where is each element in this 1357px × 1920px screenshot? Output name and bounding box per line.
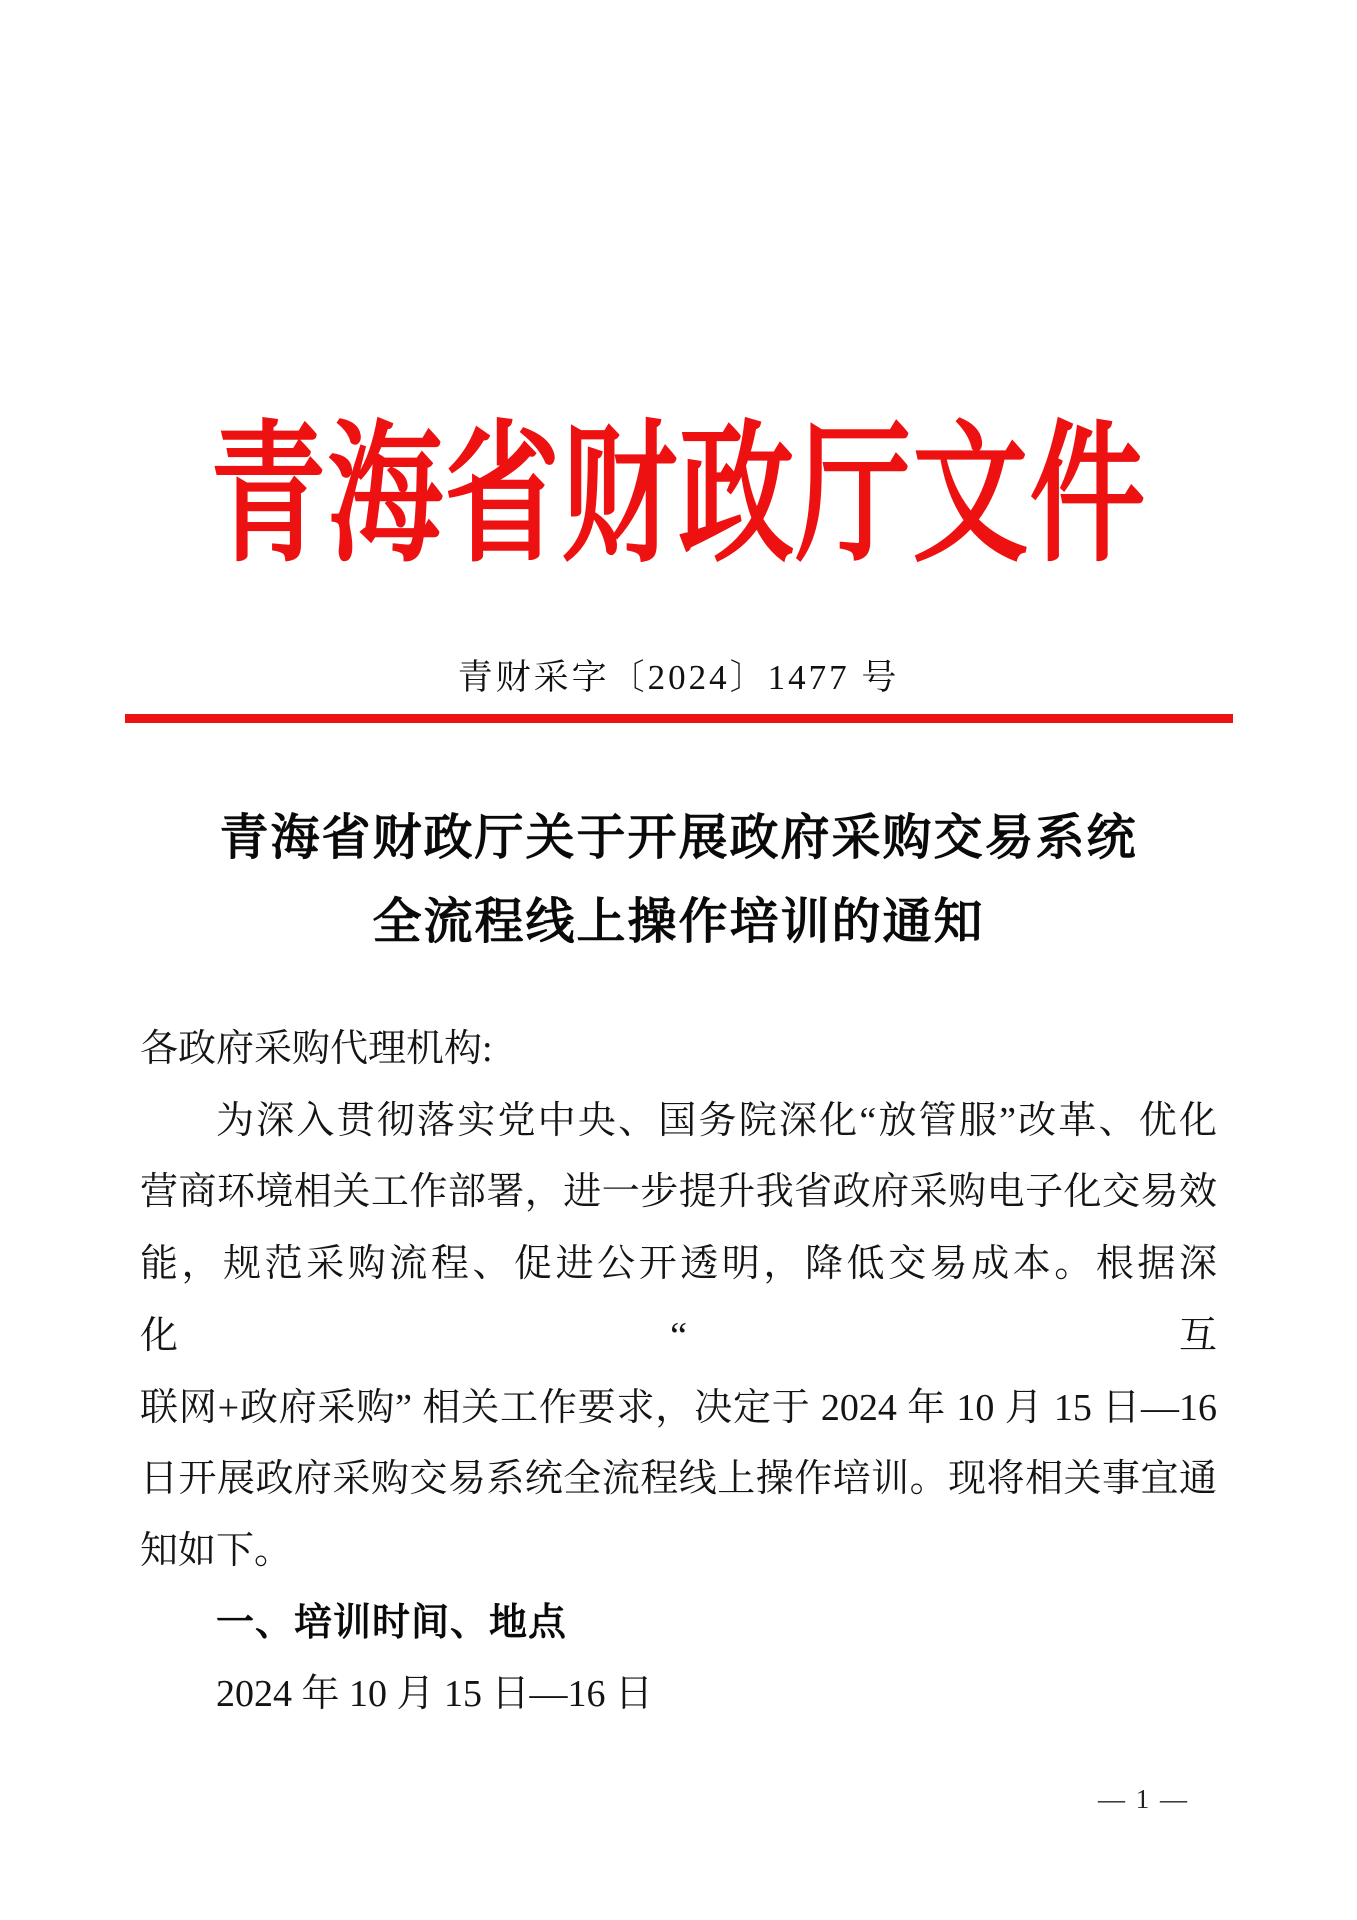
salutation-line: 各政府采购代理机构: (140, 1028, 493, 1070)
paragraph-line: 能，规范采购流程、促进公开透明，降低交易成本。根据深化“互 (140, 1243, 1217, 1357)
training-date-line: 2024 年 10 月 15 日—16 日 (216, 1673, 654, 1716)
page-number: — 1 — (1098, 1784, 1189, 1814)
document-number: 青财采字〔2024〕1477 号 (457, 658, 900, 697)
paragraph-line: 知如下。 (140, 1529, 293, 1572)
section-heading-training-time-location: 一、培训时间、地点 (216, 1601, 568, 1644)
document-title-line1: 青海省财政厅关于开展政府采购交易系统 (219, 810, 1138, 865)
paragraph-line: 联网+政府采购” 相关工作要求，决定于 2024 年 10 月 15 日—16 (140, 1386, 1217, 1429)
red-separator-line (125, 714, 1233, 723)
document-body (140, 1014, 1217, 1731)
paragraph-line: 为深入贯彻落实党中央、国务院深化“放管服”改革、优化 (216, 1099, 1217, 1142)
document-title (0, 796, 1357, 964)
paragraph-line: 日开展政府采购交易系统全流程线上操作培训。现将相关事宜通 (140, 1458, 1217, 1501)
letterhead-title: 青海省财政厅文件 (210, 412, 1147, 580)
document-title-line2: 全流程线上操作培训的通知 (372, 894, 985, 949)
paragraph-line: 营商环境相关工作部署，进一步提升我省政府采购电子化交易效 (140, 1171, 1217, 1214)
